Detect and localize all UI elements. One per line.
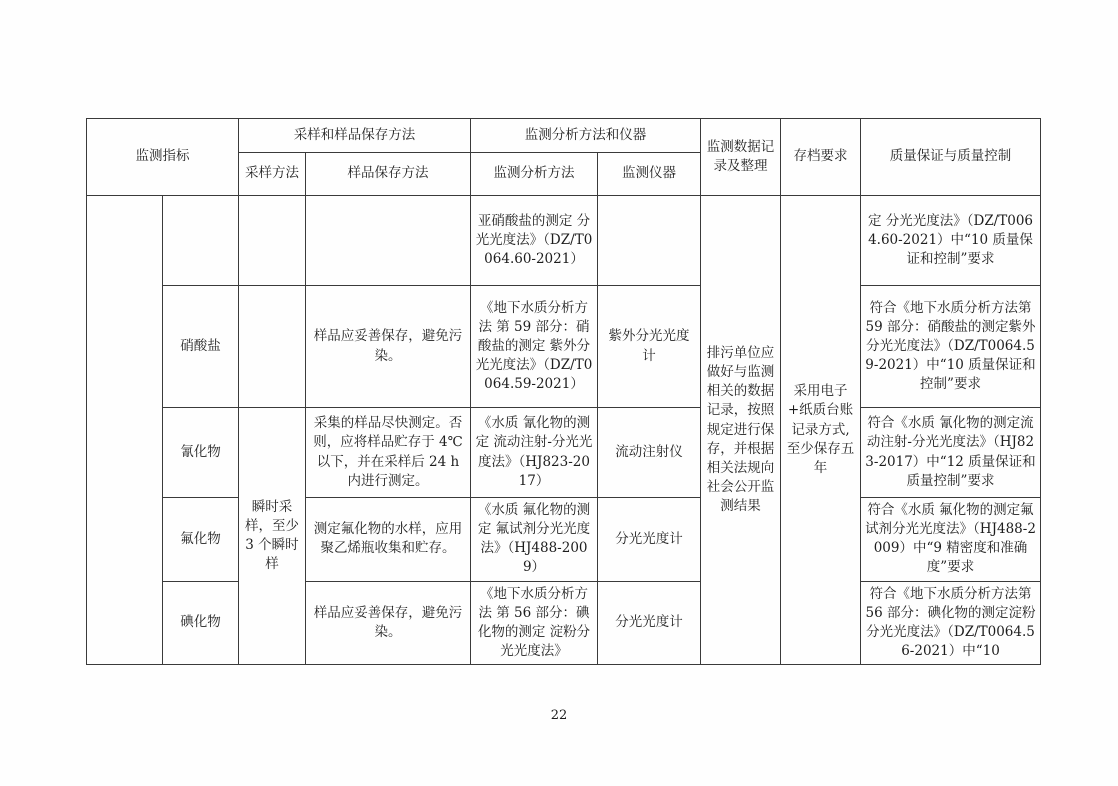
cell-indicator [163,196,239,286]
cell-preservation: 样品应妥善保存，避免污染。 [306,286,471,408]
cell-data-record: 排污单位应做好与监测相关的数据记录，按照规定进行保存，并根据相关法规向社会公开监测结果 [701,196,781,665]
table-header [87,119,1041,196]
cell-preservation: 采集的样品尽快测定。否则，应将样品贮存于 4℃以下，并在采样后 24 h 内进行测定。 [306,408,471,498]
cell-preservation [306,196,471,286]
cell-sampling-method: 瞬时采样，至少 3 个瞬时样 [239,408,306,665]
page-number: 22 [550,708,568,723]
cell-indicator: 硝酸盐 [163,286,239,408]
header-analysis-method: 监测分析方法 [471,153,598,196]
header-qa-qc: 质量保证与质量控制 [861,119,1041,196]
header-sampling-method: 采样方法 [239,153,306,196]
table [86,118,1041,665]
header-monitoring-indicator: 监测指标 [87,119,239,196]
cell-sampling-method-blank [239,196,306,286]
header-sample-preservation-method: 样品保存方法 [306,153,471,196]
cell-instrument: 紫外分光光度计 [598,286,701,408]
cell-preservation: 样品应妥善保存，避免污染。 [306,581,471,665]
cell-indicator: 碘化物 [163,581,239,665]
cell-qa-qc: 符合《水质 氟化物的测定氟试剂分光光度法》（HJ488-2009）中“9 精密度和准确度”要求 [861,498,1041,582]
cell-qa-qc: 符合《地下水质分析方法第 59 部分：硝酸盐的测定紫外分光光度法》（DZ/T0064.59-2021）中“10 质量保证和控制”要求 [861,286,1041,408]
header-archive-requirement: 存档要求 [781,119,861,196]
table-row [87,408,1041,498]
cell-qa-qc: 符合《水质 氰化物的测定流动注射-分光光度法》（HJ823-2017）中“12 质量保证和质量控制”要求 [861,408,1041,498]
table-row [87,498,1041,582]
header-group-analysis-instrument: 监测分析方法和仪器 [471,119,701,153]
cell-analysis-method: 《水质 氟化物的测定 氟试剂分光光度法》（HJ488-2009） [471,498,598,582]
cell-instrument: 分光光度计 [598,498,701,582]
header-row-group [87,119,1041,153]
header-instrument: 监测仪器 [598,153,701,196]
header-data-record: 监测数据记录及整理 [701,119,781,196]
cell-analysis-method: 《地下水质分析方法 第 59 部分：硝酸盐的测定 紫外分光光度法》（DZ/T0064.59-2021） [471,286,598,408]
cell-sampling-method-blank [239,286,306,408]
cell-qa-qc: 符合《地下水质分析方法第 56 部分：碘化物的测定淀粉分光光度法》（DZ/T0064.56-2021）中“10 [861,581,1041,665]
header-group-sampling-preservation: 采样和样品保存方法 [239,119,471,153]
monitoring-requirements-table [86,118,1040,665]
table-row [87,196,1041,286]
cell-instrument [598,196,701,286]
table-row [87,286,1041,408]
cell-analysis-method: 《地下水质分析方法 第 56 部分：碘化物的测定 淀粉分光光度法》 [471,581,598,665]
cell-analysis-method: 亚硝酸盐的测定 分光光度法》（DZ/T0064.60-2021） [471,196,598,286]
cell-indicator: 氰化物 [163,408,239,498]
cell-preservation: 测定氟化物的水样，应用聚乙烯瓶收集和贮存。 [306,498,471,582]
cell-analysis-method: 《水质 氰化物的测定 流动注射-分光光度法》（HJ823-2017） [471,408,598,498]
table-body [87,196,1041,665]
cell-indicator-group-blank [87,196,163,665]
table-row [87,581,1041,665]
cell-instrument: 分光光度计 [598,581,701,665]
cell-qa-qc: 定 分光光度法》（DZ/T0064.60-2021）中“10 质量保证和控制”要求 [861,196,1041,286]
cell-indicator: 氟化物 [163,498,239,582]
cell-archive: 采用电子+纸质台账记录方式,至少保存五年 [781,196,861,665]
cell-instrument: 流动注射仪 [598,408,701,498]
